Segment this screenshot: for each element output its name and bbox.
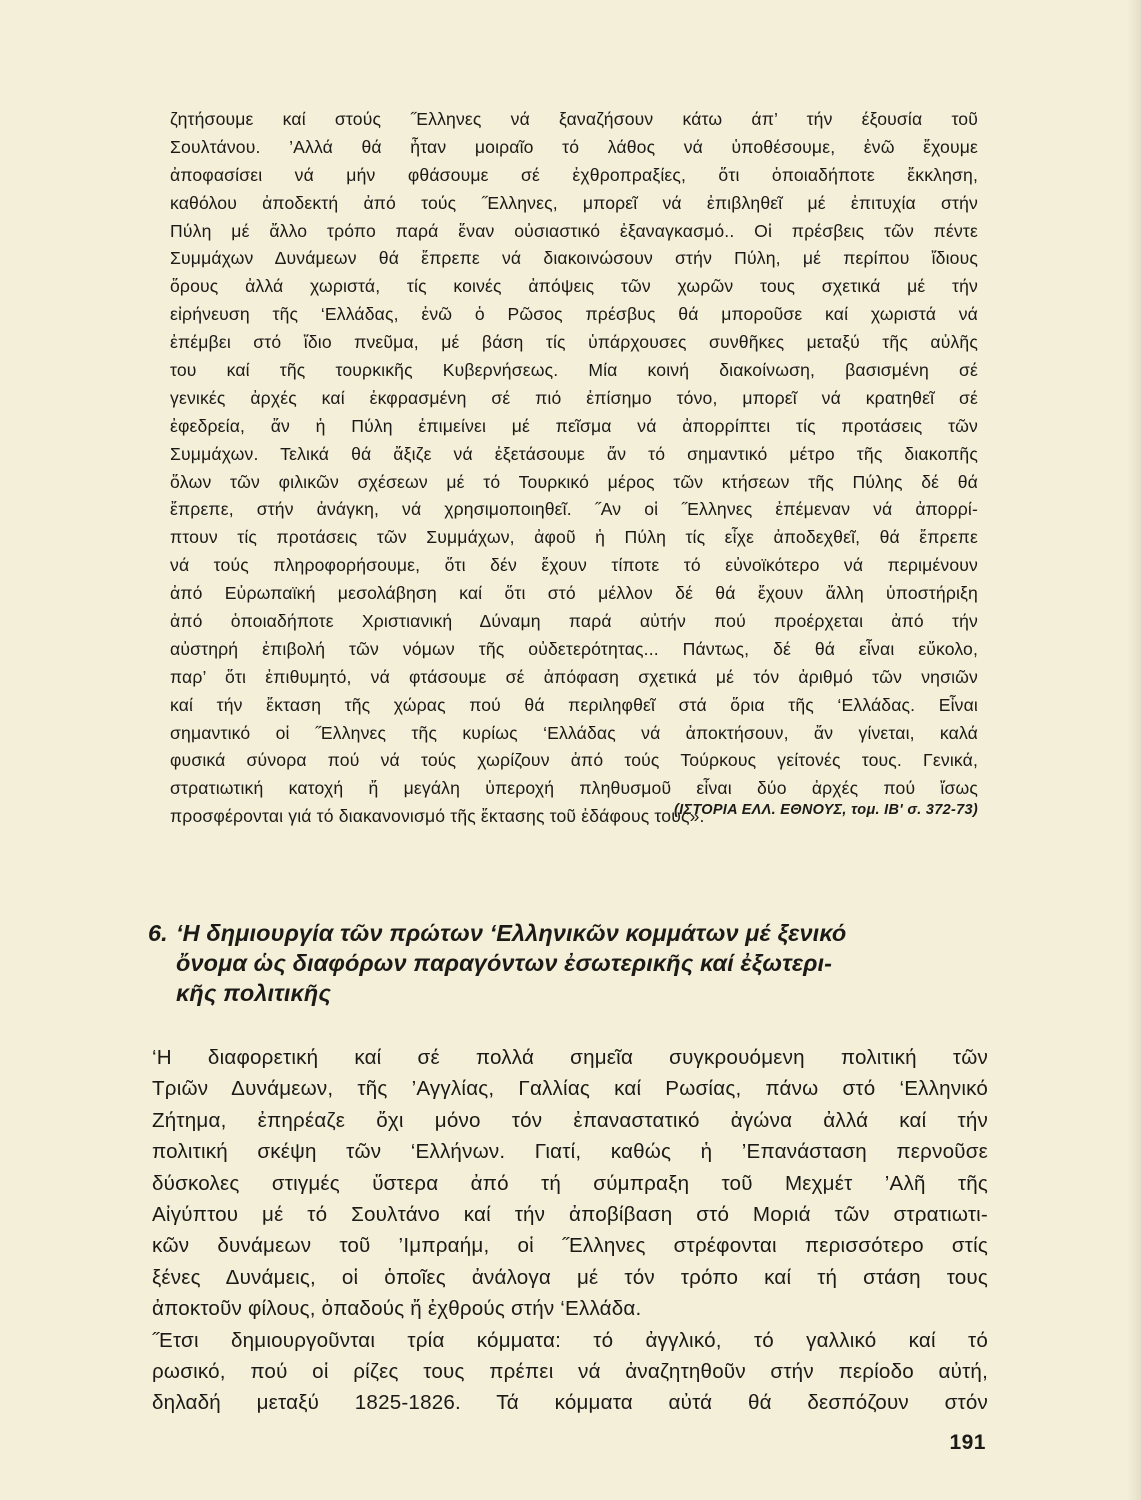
body-line: κῶν δυνάμεων τοῦ ’Ιμπραήμ, οἱ ˝Ελληνες στρέφονται περισσότερο στίς xyxy=(152,1234,988,1258)
quote-line: σημαντικό οἱ ˝Ελληνες τῆς κυρίως ‘Ελλάδας νά ἀποκτήσουν, ἄν γίνεται, καλά xyxy=(170,722,978,743)
body-line: ‘Η διαφορετική καί σέ πολλά σημεῖα συγκρουόμενη πολιτική τῶν xyxy=(152,1046,988,1069)
body-line: ἀποκτοῦν φίλους, ὀπαδούς ἤ ἐχθρούς στήν ‘Ελλάδα. xyxy=(152,1297,642,1321)
quote-line: καθόλου ἀποδεκτή ἀπό τούς ˝Ελληνες, μπορεῖ νά ἐπιβληθεῖ μέ ἐπιτυχία στήν xyxy=(170,192,978,213)
quote-line: ἔπρεπε, στήν ἀνάγκη, νά χρησιμοποιηθεῖ. ˝Αν οἱ ˝Ελληνες ἐπέμεναν νά ἀπορρί- xyxy=(170,499,978,520)
body-line: πολιτική σκέψη τῶν ‘Ελλήνων. Γιατί, καθώς ἡ ’Επανάσταση περνοῦσε xyxy=(152,1140,988,1164)
section-heading xyxy=(148,918,988,1008)
quote-line: Συμμάχων. Τελικά θά ἄξιζε νά ἐξετάσουμε ἄν τό σημαντικό μέτρο τῆς διακοπῆς xyxy=(170,443,978,464)
quote-line: ζητήσουμε καί στούς ˝Ελληνες νά ξαναζήσουν κάτω άπ’ τήν έξουσία τοῦ xyxy=(170,109,978,129)
body-line: Ζήτημα, ἐπηρέαζε ὄχι μόνο τόν ἐπαναστατικό ἀγώνα ἀλλά καί τήν xyxy=(152,1108,988,1132)
quote-line: πτουν τίς προτάσεις τῶν Συμμάχων, ἀφοῦ ἡ Πύλη τίς εἶχε ἀποδεχθεῖ, θά ἔπρεπε xyxy=(170,527,978,548)
quote-line: ὅρους ἀλλά χωριστά, τίς κοινές ἀπόψεις τῶν χωρῶν τους σχετικά μέ τήν xyxy=(170,276,978,297)
section-title-line: κῆς πολιτικῆς xyxy=(176,980,331,1006)
quote-line: παρ’ ὅτι ἐπιθυμητό, νά φτάσουμε σέ ἀπόφαση σχετικά μέ τόν ἀριθμό τῶν νησιῶν xyxy=(170,666,978,687)
body-line: Αἰγύπτου μέ τό Σουλτάνο καί τήν ἀποβίβαση στό Μοριά τῶν στρατιωτι- xyxy=(152,1202,988,1226)
quote-line: στρατιωτική κατοχή ἤ μεγάλη ὑπεροχή πληθυσμοῦ εἶναι δύο ἀρχές πού ἴσως xyxy=(170,778,978,799)
quote-line: αὐστηρή ἐπιβολή τῶν νόμων τῆς οὐδετερότητας... Πάντως, δέ θά εἶναι εὔκολο, xyxy=(170,638,978,659)
quote-line: ἀπό Εὐρωπαϊκή μεσολάβηση καί ὅτι στό μέλλον δέ θά ἔχουν ἄλλη ὑποστήριξη xyxy=(170,583,978,604)
section-number: 6. xyxy=(148,920,168,946)
quoted-passage xyxy=(170,106,978,831)
body-text xyxy=(152,1042,988,1419)
body-line: Τριῶν Δυνάμεων, τῆς ’Αγγλίας, Γαλλίας καί Ρωσίας, πάνω στό ‘Ελληνικό xyxy=(152,1077,988,1101)
body-line: ρωσικό, πού οἱ ρίζες τους πρέπει νά ἀναζητηθοῦν στήν περίοδο αὐτή, xyxy=(152,1359,988,1383)
quote-line: ἀπό ὁποιαδήποτε Χριστιανική Δύναμη παρά αὐτήν πού προέρχεται ἀπό τήν xyxy=(170,611,978,632)
quote-line: ὅλων τῶν φιλικῶν σχέσεων μέ τό Τουρκικό μέρος τῶν κτήσεων τῆς Πύλης δέ θά xyxy=(170,471,978,492)
page-edge-shadow xyxy=(1127,0,1141,1500)
section-title-line: ‘Η δημιουργία τῶν πρώτων ‘Ελληνικῶν κομμάτων μέ ξενικό xyxy=(176,920,847,946)
section-title-line: ὄνομα ὡς διαφόρων παραγόντων ἐσωτερικῆς καί ἐξωτερι- xyxy=(176,950,833,976)
quote-line: Συμμάχων Δυνάμεων θά ἔπρεπε νά διακοινώσουν στήν Πύλη, μέ περίπου ἴδιους xyxy=(170,248,978,269)
quote-line: του καί τῆς τουρκικῆς Κυβερνήσεως. Μία κοινή διακοίνωση, βασισμένη σέ xyxy=(170,360,978,381)
quote-line: Σουλτάνου. ’Αλλά θά ἦταν μοιραῖο τό λάθος νά ὑποθέσουμε, ἐνῶ ἔχουμε xyxy=(170,136,978,157)
body-line: ˝Ετσι δημιουργοῦνται τρία κόμματα: τό ἀγγλικό, τό γαλλικό καί τό xyxy=(152,1328,988,1352)
quote-line: νά τούς πληροφορήσουμε, ὅτι δέν ἔχουν τίποτε τό εὐνοϊκότερο νά περιμένουν xyxy=(170,555,978,576)
body-line: δηλαδή μεταξύ 1825-1826. Τά κόμματα αὐτά θά δεσπόζουν στόν xyxy=(152,1391,988,1415)
body-line: δύσκολες στιγμές ὕστερα ἀπό τή σύμπραξη τοῦ Μεχμέτ ’Αλῆ τῆς xyxy=(152,1171,988,1195)
quote-line: ἐφεδρεία, ἄν ἡ Πύλη ἐπιμείνει μέ πεῖσμα νά ἀπορρίπτει τίς προτάσεις τῶν xyxy=(170,415,978,436)
quote-line: εἰρήνευση τῆς ‘Ελλάδας, ἐνῶ ὁ Ρῶσος πρέσβυς θά μποροῦσε καί χωριστά νά xyxy=(170,304,978,325)
quote-source-citation: (ΙΣΤΟΡΙΑ ΕΛΛ. ΕΘΝΟΥΣ, τομ. ΙΒ' σ. 372-73) xyxy=(674,802,978,818)
quote-line: καί τήν ἔκταση τῆς χώρας πού θά περιληφθεῖ στά ὅρια τῆς ‘Ελλάδας. Εἶναι xyxy=(170,694,978,715)
quote-line: ἐπέμβει στό ἴδιο πνεῦμα, μέ βάση τίς ὑπάρχουσες συνθῆκες μεταξύ τῆς αὐλῆς xyxy=(170,332,978,353)
page-number: 191 xyxy=(949,1431,986,1454)
quote-line: Πύλη μέ ἄλλο τρόπο παρά ἕναν οὐσιαστικό ἐξαναγκασμό.. Οἱ πρέσβεις τῶν πέντε xyxy=(170,220,978,241)
quote-line: ἀποφασίσει νά μήν φθάσουμε σέ ἐχθροπραξίες, ὅτι ὁποιαδήποτε ἔκκληση, xyxy=(170,164,978,185)
quote-line: προσφέρονται γιά τό διακανονισμό τῆς ἔκτασης τοῦ ἐδάφους τους». xyxy=(170,806,705,827)
quote-line: γενικές ἀρχές καί ἐκφρασμένη σέ πιό ἐπίσημο τόνο, μπορεῖ νά κρατηθεῖ σέ xyxy=(170,387,978,408)
body-line: ξένες Δυνάμεις, οἱ ὁποῖες ἀνάλογα μέ τόν τρόπο καί τή στάση τους xyxy=(152,1265,988,1289)
quote-line: φυσικά σύνορα πού νά τούς χωρίζουν ἀπό τούς Τούρκους γείτονές τους. Γενικά, xyxy=(170,750,978,771)
